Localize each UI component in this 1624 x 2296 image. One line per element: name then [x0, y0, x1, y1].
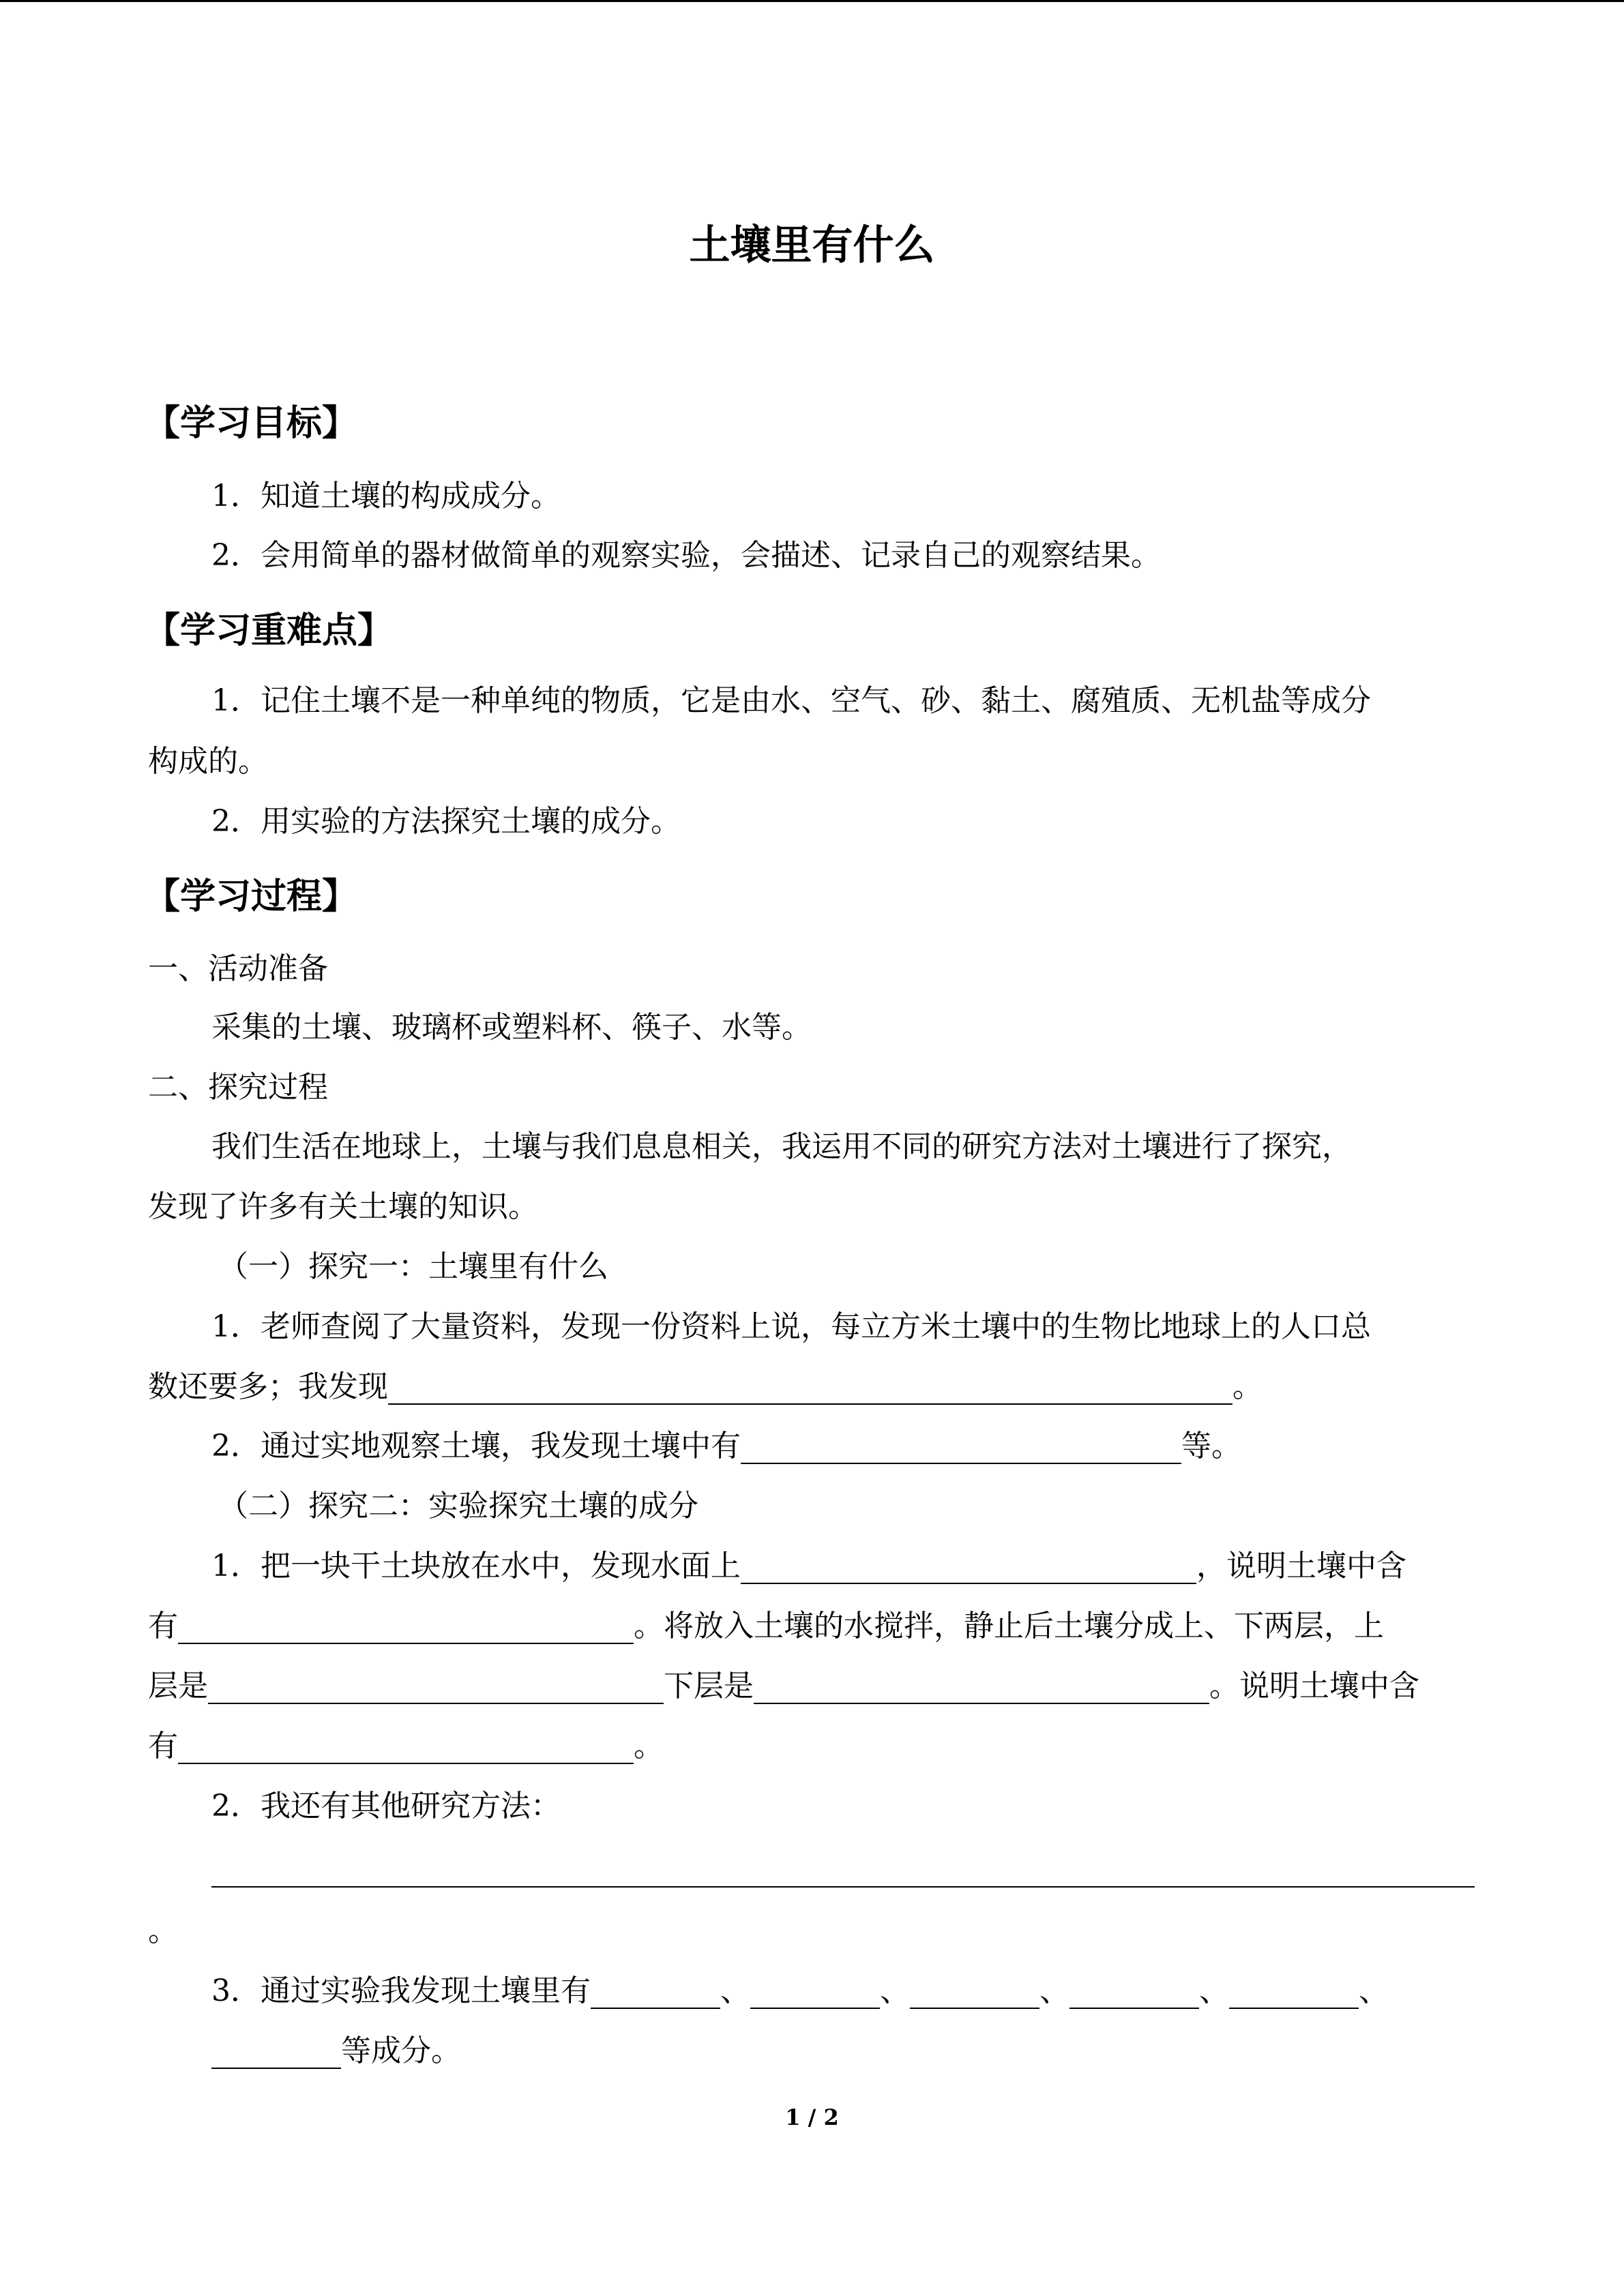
answer-blank[interactable] — [591, 1978, 720, 2009]
page-title: 土壤里有什么 — [689, 222, 935, 269]
answer-line[interactable] — [211, 1886, 1475, 1888]
section-text: 采集的土壤、玻璃杯或塑料杯、筷子、水等。 — [211, 1010, 812, 1045]
key-point-text: 1．记住土壤不是一种单纯的物质，它是由水、空气、砂、黏土、腐殖质、无机盐等成分 — [211, 683, 1371, 718]
question-line: 数还要多；我发现 。 — [148, 1369, 1263, 1404]
question-line: 2．通过实地观察土壤，我发现土壤中有 等。 — [211, 1429, 1241, 1463]
inquiry-title: （一）探究一：土壤里有什么 — [218, 1249, 608, 1284]
answer-blank[interactable] — [741, 1433, 1181, 1464]
answer-blank[interactable] — [910, 1978, 1039, 2009]
key-point-text: 2．用实验的方法探究土壤的成分。 — [211, 804, 681, 839]
intro-text: 发现了许多有关土壤的知识。 — [148, 1189, 538, 1224]
goal-item: 1．知道土壤的构成成分。 — [211, 479, 561, 513]
answer-blank[interactable] — [1069, 1978, 1199, 2009]
top-border — [0, 0, 1624, 2]
section-title: 二、探究过程 — [148, 1070, 328, 1105]
key-point-text: 构成的。 — [148, 744, 268, 779]
answer-blank[interactable] — [750, 1978, 880, 2009]
answer-blank[interactable] — [178, 1613, 634, 1644]
experiment-line: 有 。将放入土壤的水搅拌，静止后土壤分成上、下两层，上 — [148, 1609, 1384, 1643]
section-title: 一、活动准备 — [148, 951, 328, 986]
heading-process: 【学习过程】 — [145, 876, 358, 917]
answer-blank[interactable] — [211, 2038, 341, 2069]
intro-text: 我们生活在地球上，土壤与我们息息相关，我运用不同的研究方法对土壤进行了探究， — [211, 1129, 1352, 1164]
experiment-text: 2．我还有其他研究方法： — [211, 1789, 561, 1823]
period-mark: 。 — [148, 1913, 178, 1948]
experiment-line: 等成分。 — [211, 2036, 461, 2066]
answer-blank[interactable] — [741, 1553, 1196, 1584]
page-number: 1 / 2 — [785, 2104, 839, 2130]
goal-item: 2．会用简单的器材做简单的观察实验，会描述、记录自己的观察结果。 — [211, 538, 1161, 573]
answer-blank[interactable] — [208, 1673, 664, 1704]
question-text: 1．老师查阅了大量资料，发现一份资料上说，每立方米土壤中的生物比地球上的人口总 — [211, 1309, 1371, 1344]
experiment-line: 层是 下层是 。说明土壤中含 — [148, 1669, 1419, 1703]
answer-blank[interactable] — [754, 1673, 1209, 1704]
experiment-line: 有 。 — [148, 1729, 664, 1763]
heading-goals: 【学习目标】 — [145, 403, 358, 444]
experiment-line: 1．把一块干土块放在水中，发现水面上 ，说明土壤中含 — [211, 1549, 1406, 1583]
heading-key-points: 【学习重难点】 — [145, 610, 394, 651]
inquiry-title: （二）探究二：实验探究土壤的成分 — [218, 1489, 698, 1523]
answer-blank[interactable] — [178, 1733, 634, 1764]
answer-blank[interactable] — [1229, 1978, 1359, 2009]
experiment-line: 3．通过实验我发现土壤里有 、 、 、 、 、 — [211, 1973, 1389, 2008]
answer-blank[interactable] — [388, 1373, 1232, 1405]
